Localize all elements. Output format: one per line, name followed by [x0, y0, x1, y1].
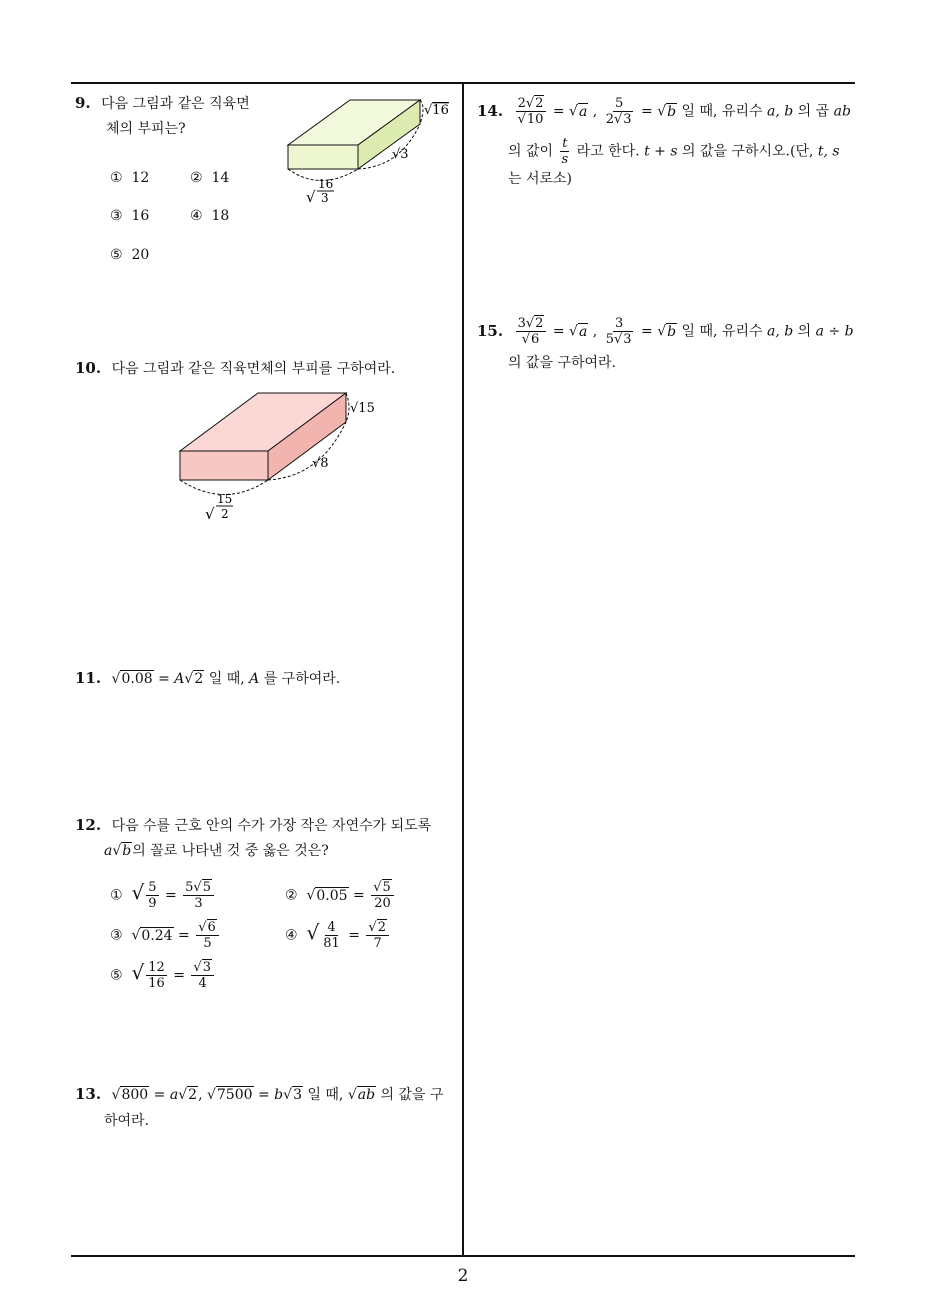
width-label-radical: √: [306, 188, 316, 206]
depth-label: √3: [392, 147, 409, 162]
question-number: 14.: [477, 101, 504, 120]
question-number: 12.: [75, 816, 102, 834]
cuboid-figure-10: [170, 385, 400, 525]
width-label-num: 15: [217, 492, 233, 506]
question-10: [75, 357, 395, 380]
question-number: 11.: [75, 669, 102, 687]
option-1[interactable]: ① 12: [110, 170, 150, 186]
option-4[interactable]: ④ 18: [190, 208, 230, 224]
question-13-line2: 하여라.: [104, 1113, 150, 1129]
question-12-line2: a√b의 꼴로 나타낸 것 중 옳은 것은?: [104, 843, 329, 859]
question-14: 14. $\frac{2√2}{√10}$ = √a , $\frac{5}{2√3}$ = √b 일 때, 유리수 a, b 의 곱 ab: [477, 96, 851, 127]
option-1[interactable]: ① √ $\frac{5}{9}$ = $\frac{5√5}{3}$: [110, 880, 216, 911]
width-label-radical: √: [205, 505, 215, 523]
cuboid-front-face: [288, 145, 358, 169]
question-number: 15.: [477, 321, 504, 340]
cuboid-figure-9: [280, 92, 460, 210]
question-15: 15. $\frac{3√2}{√6}$ = √a , $\frac{3}{5√3}$ = √b 일 때, 유리수 a, b 의 a ÷ b: [477, 316, 854, 347]
option-5[interactable]: ⑤ 20: [110, 247, 150, 263]
question-9: [75, 92, 250, 115]
question-number: 13.: [75, 1085, 102, 1103]
option-2[interactable]: ② 14: [190, 170, 230, 186]
depth-label: √8: [312, 456, 329, 471]
column-divider: [462, 82, 464, 1257]
width-label-den: 2: [221, 507, 229, 521]
width-label-den: 3: [321, 191, 329, 205]
option-5[interactable]: ⑤ √ $\frac{12}{16}$ = $\frac{√3}{4}$: [110, 960, 216, 991]
option-4[interactable]: ④ √ $\frac{4}{81}$ = $\frac{√2}{7}$: [285, 920, 391, 951]
question-number: 10.: [75, 359, 102, 377]
question-14-line3: 는 서로소): [508, 171, 573, 187]
option-2[interactable]: ② √0.05 = $\frac{√5}{20}$: [285, 880, 396, 911]
question-number: 9.: [75, 94, 91, 112]
question-15-line2: 의 값을 구하여라.: [508, 355, 617, 371]
question-14-line2: 의 값이 $\frac{t}{s}$ 라고 한다. t + s 의 값을 구하시오.(단, t, s: [508, 136, 840, 167]
option-3[interactable]: ③ 16: [110, 208, 150, 224]
bottom-rule: [71, 1255, 855, 1257]
question-9-line2: 체의 부피는?: [106, 121, 186, 137]
height-label: √16: [424, 103, 449, 118]
question-text: 다음 그림과 같은 직육면체의 부피를 구하여라.: [111, 361, 396, 377]
question-13: 13. √800 = a√2, √7500 = b√3 일 때, √ab 의 값을 구: [75, 1085, 444, 1103]
question-12: 12. 다음 수를 근호 안의 수가 가장 작은 자연수가 되도록: [75, 816, 432, 834]
question-11: 11. √0.08 = A√2 일 때, A 를 구하여라.: [75, 669, 341, 687]
option-3[interactable]: ③ √0.24 = $\frac{√6}{5}$: [110, 920, 221, 951]
cuboid-front-face: [180, 451, 268, 480]
height-label: √15: [350, 401, 375, 416]
page-number: 2: [457, 1266, 469, 1286]
question-text: 다음 그림과 같은 직육면: [101, 96, 250, 112]
width-label-num: 16: [318, 177, 334, 191]
